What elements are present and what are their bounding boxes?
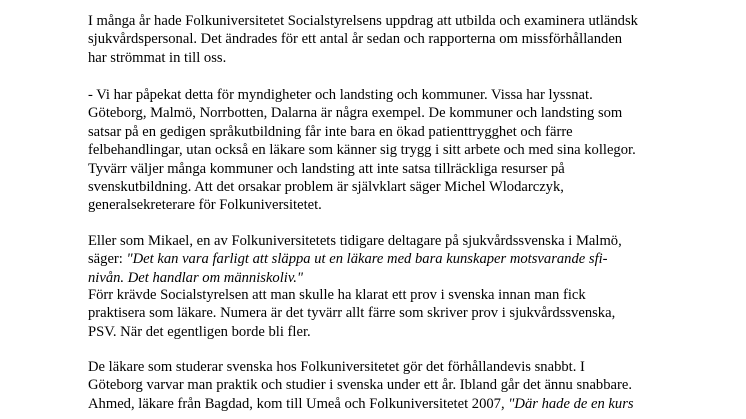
paragraph-1-line-3: har strömmat in till oss.: [88, 49, 227, 66]
paragraph-5-line-3: [88, 395, 634, 413]
paragraph-2-line-2: Göteborg, Malmö, Norrbotten, Dalarna är några exempel. De kommuner och landsting som: [88, 105, 623, 122]
paragraph-2-line-3: satsar på en gedigen språkutbildning får inte bara en ökad patienttrygghet och färre: [88, 123, 573, 140]
paragraph-5-line-1: De läkare som studerar svenska hos Folkuniversitetet gör det förhållandevis snabbt. I: [88, 359, 585, 375]
paragraph-5-line-2: Göteborg varvar man praktik och studier i svenska under ett år. Ibland går det ännu snabbare.: [88, 377, 632, 394]
paragraph-1-line-1: I många år hade Folkuniversitetet Socialstyrelsens uppdrag att utbilda och examinera utländsk: [88, 13, 638, 29]
paragraph-2-line-7: generalsekreterare för Folkuniversitetet.: [88, 197, 322, 214]
paragraph-2-line-6: svenskutbildning. Att det orsakar problem är självklart säger Michel Wlodarczyk,: [88, 179, 564, 196]
paragraph-3-quote-start: "Det kan vara farligt att släppa ut en läkare med bara kunskaper motsvarande sfi-: [126, 251, 608, 268]
paragraph-4-line-2: praktisera som läkare. Numera är det tyvärr allt färre som skriver prov i sjukvårdssvenska,: [88, 305, 616, 322]
paragraph-2-line-1: - Vi har påpekat detta för myndigheter och landsting och kommuner. Vissa har lyssnat.: [88, 87, 593, 103]
paragraph-4: [88, 286, 615, 341]
paragraph-2-line-5: Tyvärr väljer många kommuner och landsting att inte satsa tillräckliga resurser på: [88, 160, 565, 177]
paragraph-3-line-1: Eller som Mikael, en av Folkuniversitetets tidigare deltagare på sjukvårdssvenska i Malmö,: [88, 233, 622, 249]
paragraph-2-line-4: felbehandlingar, utan också en läkare som känner sig trygg i sitt arbete och med sina kollegor.: [88, 142, 636, 159]
paragraph-4-line-3: PSV. När det egentligen borde bli fler.: [88, 323, 311, 340]
paragraph-5-quote-start: "Där hade de en kurs: [508, 395, 634, 412]
paragraph-3-line-2: [88, 250, 622, 268]
paragraph-1: [88, 12, 638, 67]
paragraph-5: [88, 358, 634, 413]
paragraph-3-line-2-plain: säger:: [88, 251, 127, 268]
paragraph-2: [88, 86, 636, 215]
paragraph-4-line-1: Förr krävde Socialstyrelsen att man skulle ha klarat ett prov i svenska innan man fick: [88, 287, 586, 303]
paragraph-3-quote-end: nivån. Det handlar om människoliv.": [88, 269, 304, 286]
paragraph-5-line-3-plain: Ahmed, läkare från Bagdad, kom till Umeå och Folkuniversitetet 2007,: [88, 395, 509, 412]
paragraph-1-line-2: sjukvårdspersonal. Det ändrades för ett antal år sedan och rapporterna om missförhållanden: [88, 31, 623, 48]
paragraph-3: [88, 232, 622, 287]
